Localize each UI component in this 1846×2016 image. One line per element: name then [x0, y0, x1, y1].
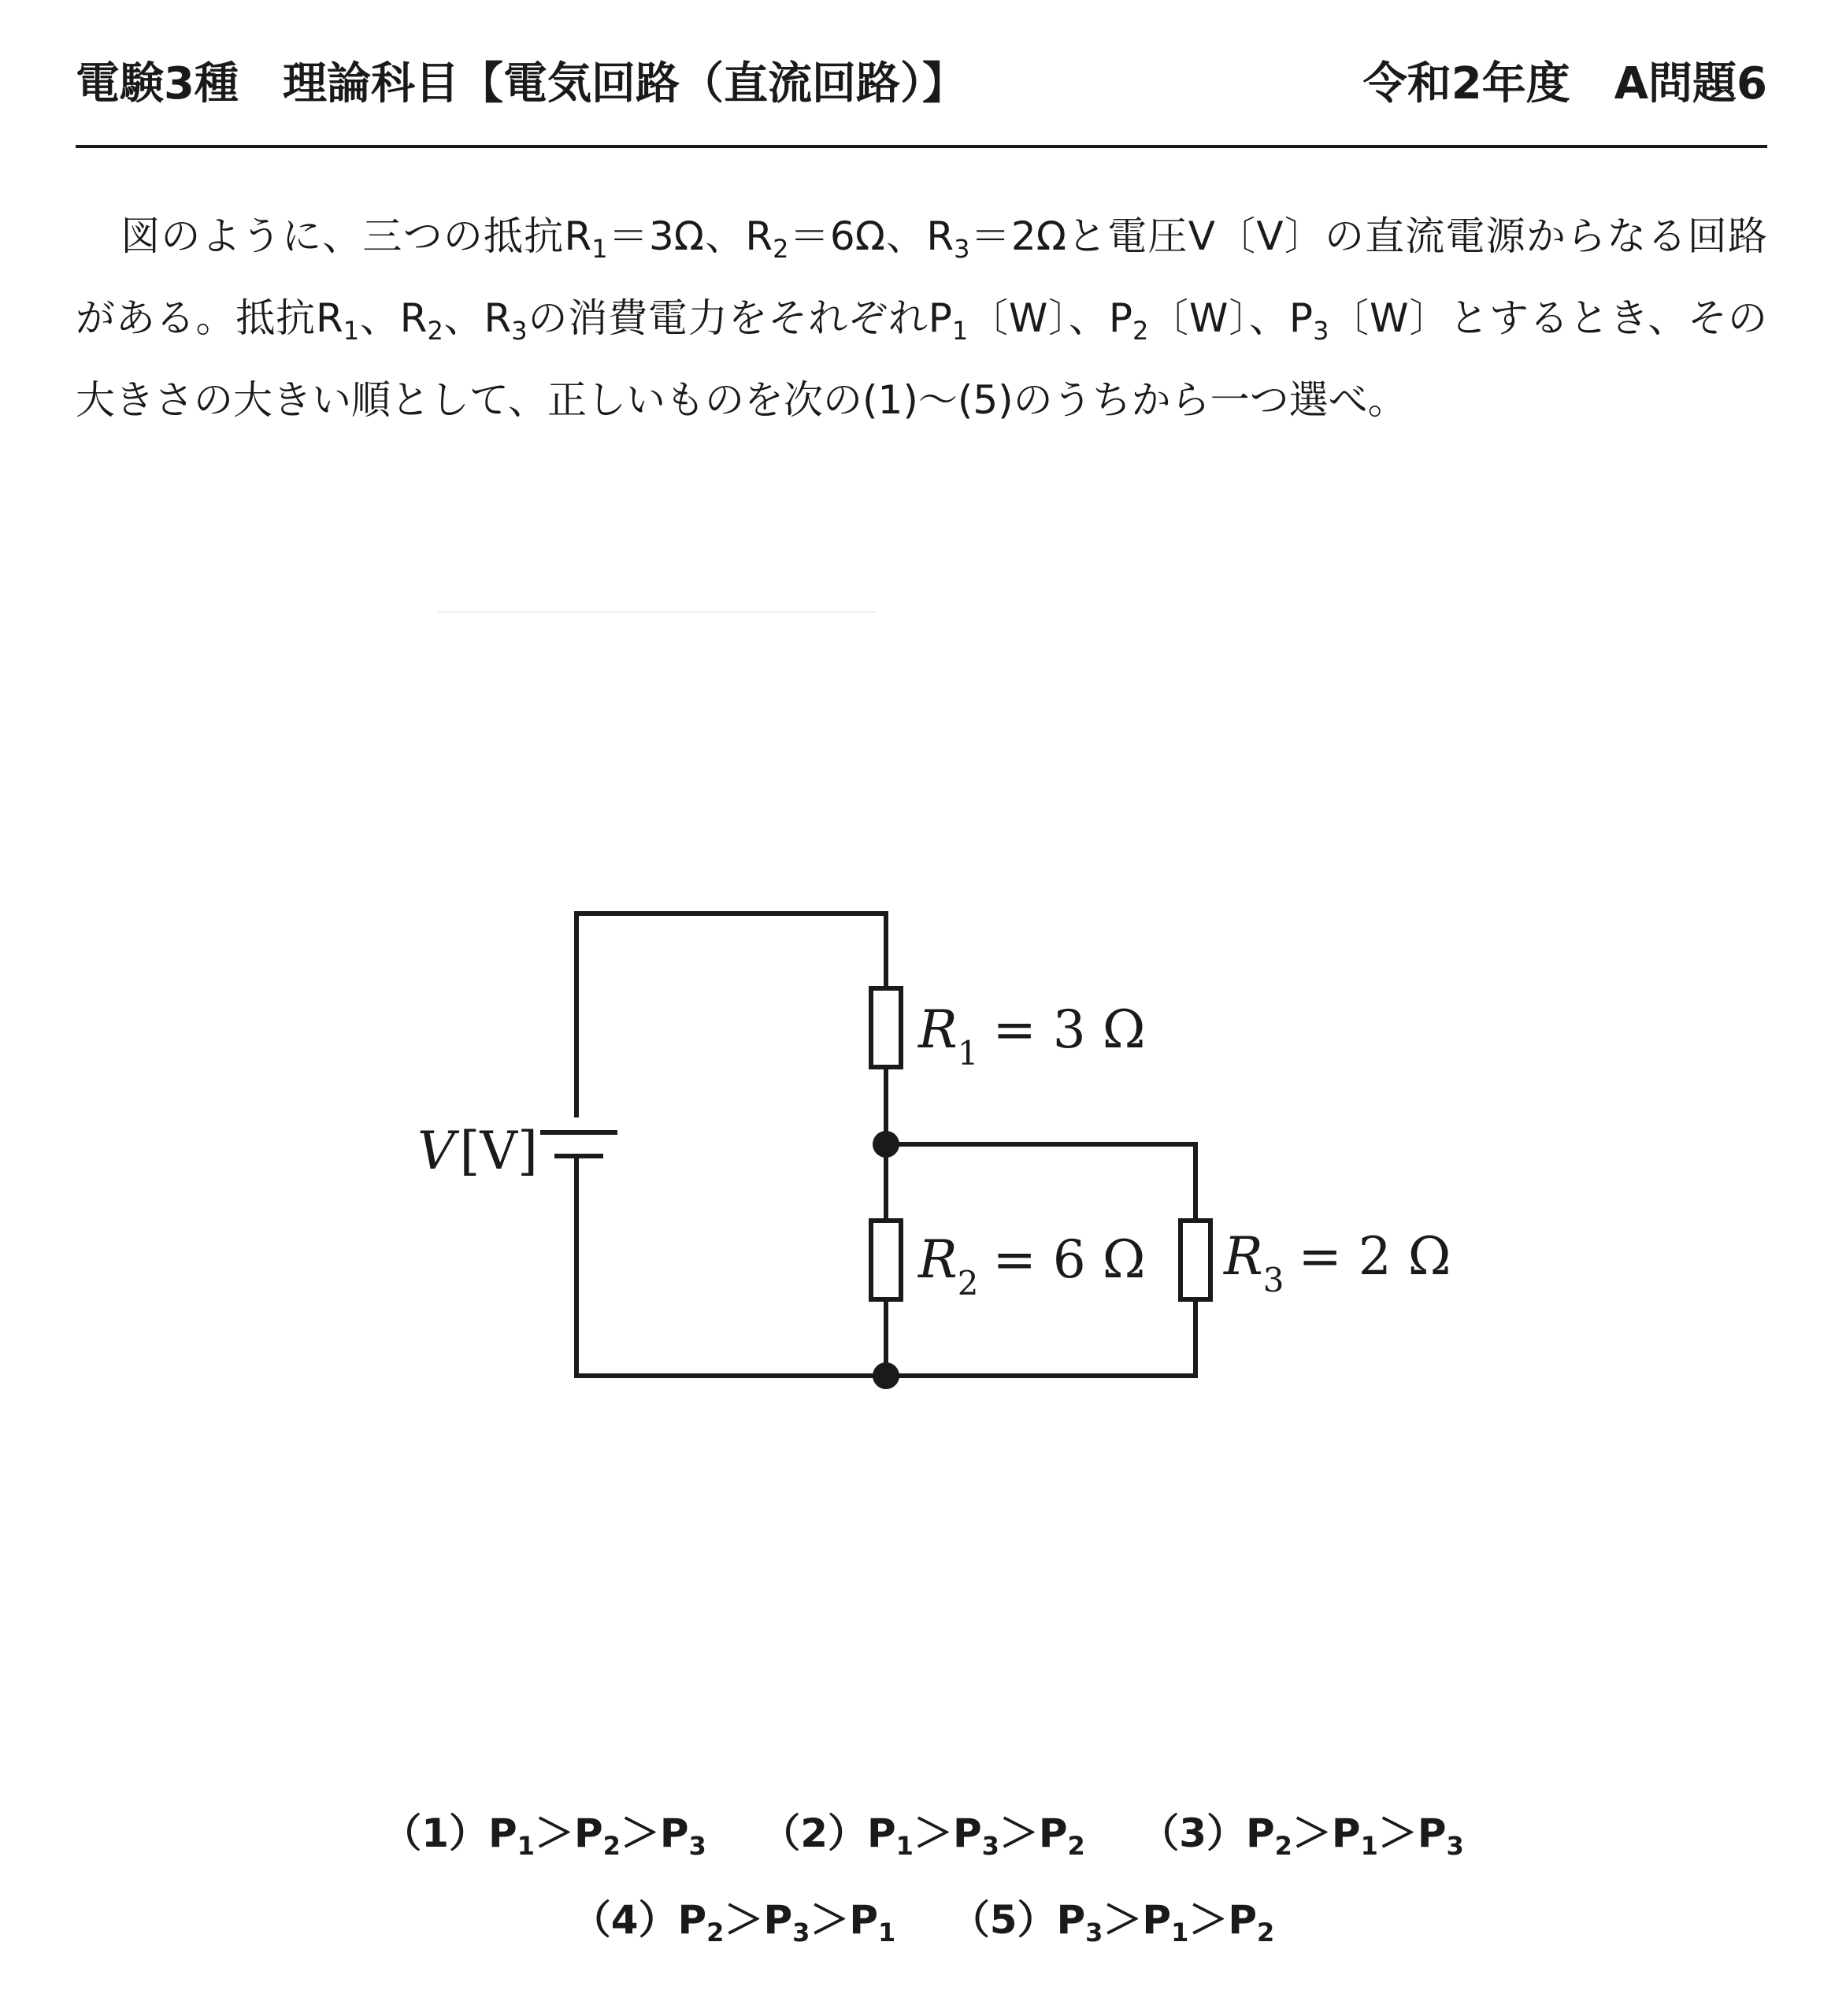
- junction-dot-bottom: [873, 1362, 899, 1389]
- choice-3[interactable]: $(3)P_2>P_1>P_3$: [1140, 1810, 1464, 1861]
- question-part: ＝6Ω、R: [788, 213, 955, 259]
- wire-r3-bottom: [886, 1299, 1195, 1376]
- header-title: 電験3種 理論科目【電気回路（直流回路）】: [76, 58, 966, 109]
- choices-row-2: [0, 1888, 1846, 1945]
- question-part: ＝3Ω、R: [607, 213, 773, 259]
- question-subscript: 3: [1313, 316, 1329, 346]
- choice-2[interactable]: $(2)P_1>P_3>P_2$: [761, 1810, 1085, 1861]
- wire-left-bottom: [576, 1156, 886, 1376]
- question-subscript: 2: [427, 316, 443, 346]
- question-subscript: 2: [773, 234, 789, 264]
- question-subscript: 1: [951, 316, 969, 346]
- choice-5[interactable]: $(5)P_3>P_1>P_2$: [950, 1897, 1275, 1947]
- question-subscript: 1: [343, 316, 360, 346]
- resistor-r2: [871, 1221, 901, 1299]
- question-part: 図のように、三つの抵抗R: [120, 213, 592, 259]
- junction-dot-middle: [873, 1131, 899, 1158]
- question-part: 〔W〕、P: [1148, 295, 1314, 341]
- wire-top: [576, 914, 886, 1115]
- source-label: V[V]: [417, 1121, 538, 1181]
- wire-r3-top: [886, 1144, 1195, 1221]
- question-part: 、R: [359, 295, 428, 341]
- question-part: 〔W〕とするとき、その大きさの大きい順として、正しいものを次の(1)～(5)のうちから一つ選べ。: [76, 295, 1767, 423]
- question-subscript: 3: [511, 316, 528, 346]
- resistor-r1: [871, 988, 901, 1067]
- choice-1[interactable]: $(1)P_1>P_2>P_3$: [382, 1810, 706, 1861]
- question-part: ＝2Ωと電圧V〔V〕の直流電源からなる回路がある。抵抗R: [76, 213, 1767, 341]
- question-part: 、R: [443, 295, 512, 341]
- r3-label: $R_3 = 2$ Ω: [1224, 1226, 1451, 1299]
- choices-row-1: [0, 1802, 1846, 1861]
- question-part: 〔W〕、P: [968, 295, 1132, 341]
- question-subscript: 3: [954, 234, 970, 264]
- r1-label: $R_1 = 3$ Ω: [918, 999, 1146, 1073]
- resistor-r3: [1181, 1221, 1210, 1299]
- r2-label: $R_2 = 6$ Ω: [918, 1229, 1146, 1303]
- question-subscript: 1: [591, 234, 608, 264]
- question-part: の消費電力をそれぞれP: [527, 295, 952, 341]
- choice-4[interactable]: $(4)P_2>P_3>P_1$: [571, 1897, 896, 1947]
- header-year-problem: 令和2年度 A問題6: [1362, 58, 1767, 109]
- question-subscript: 2: [1132, 316, 1149, 346]
